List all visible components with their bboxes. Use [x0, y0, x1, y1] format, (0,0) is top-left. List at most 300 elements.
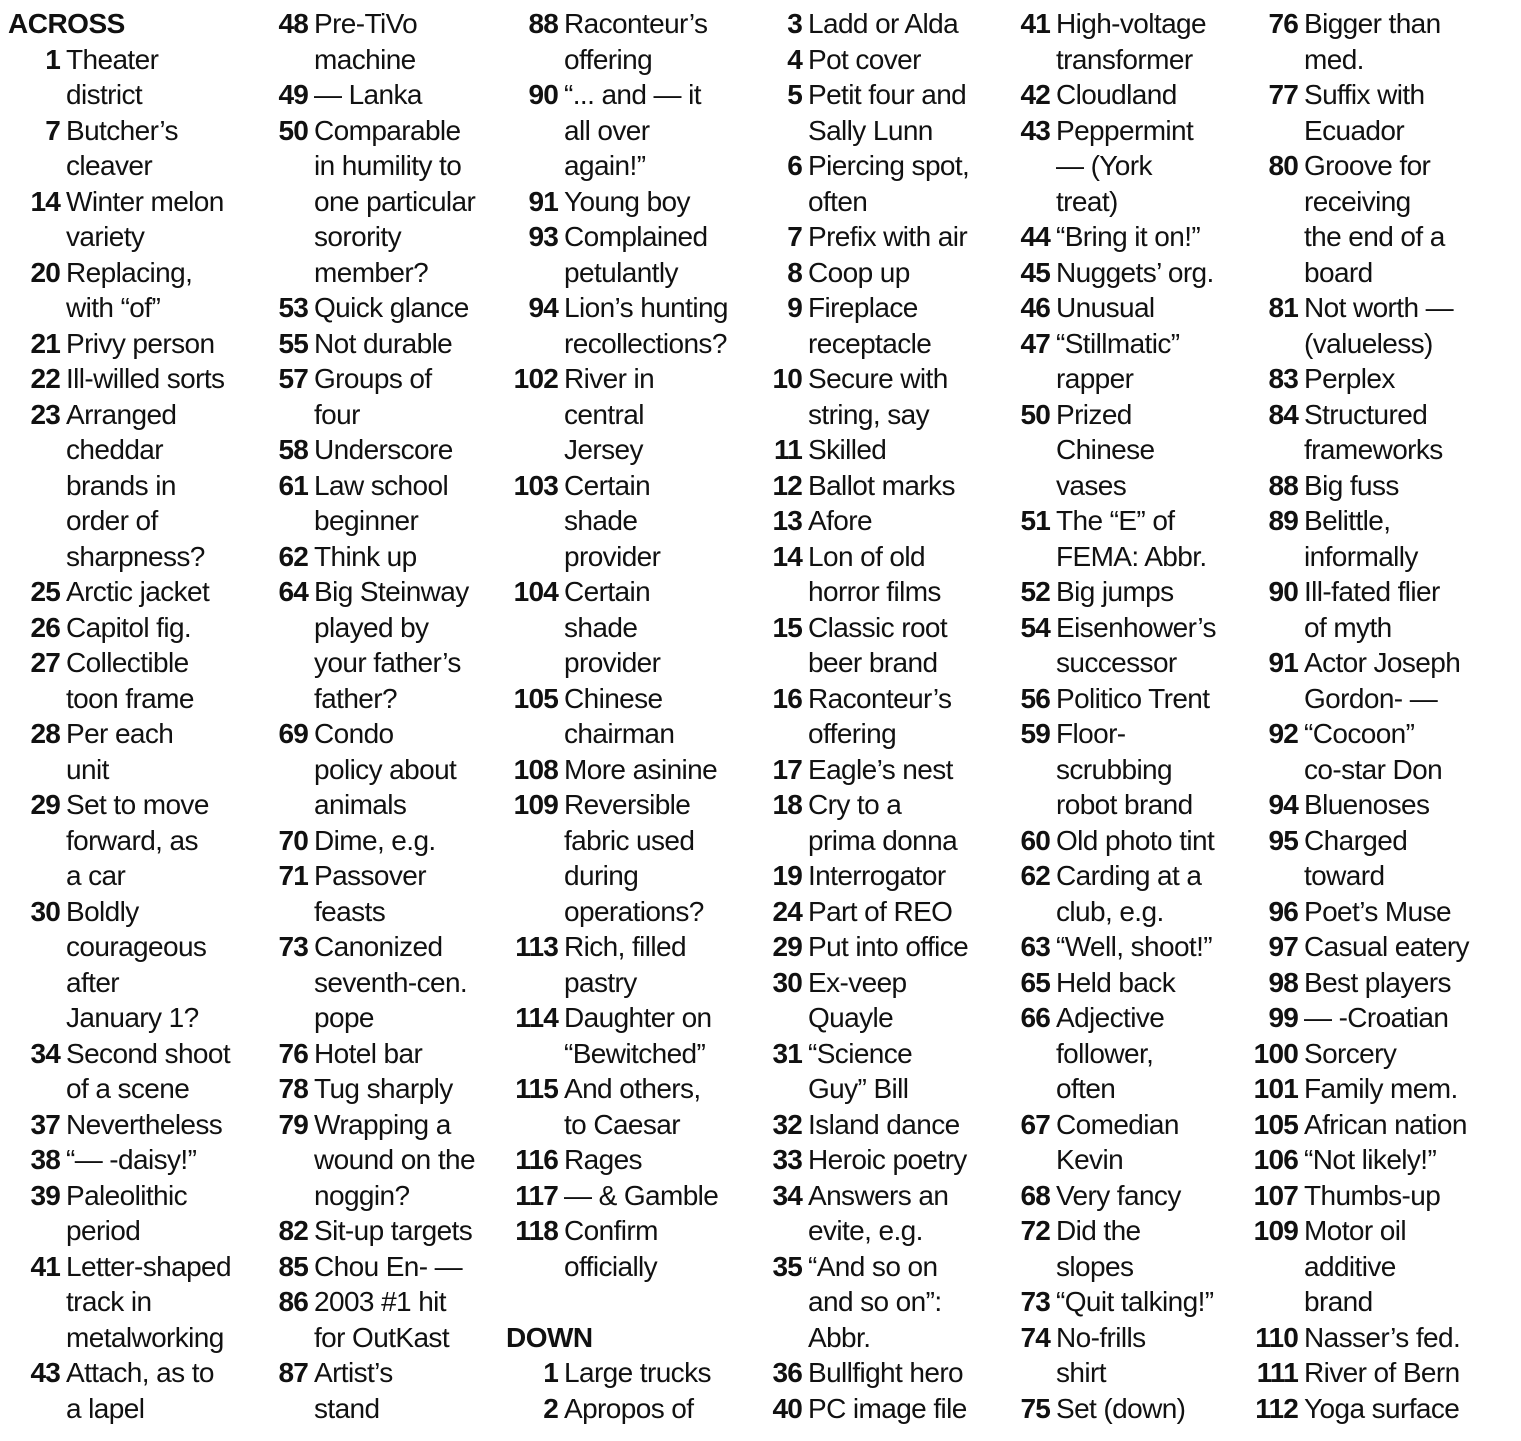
clue	[506, 681, 728, 752]
clue-number: 114	[515, 1002, 558, 1033]
clue	[272, 1036, 475, 1072]
clue-text: Artist’s stand	[314, 1357, 393, 1424]
clue	[1014, 1391, 1216, 1427]
clue-number: 80	[1268, 150, 1298, 181]
clue-text: Letter-shaped track in metalworking	[66, 1250, 231, 1353]
clue	[1246, 1320, 1469, 1356]
clue	[506, 219, 728, 290]
clue	[1246, 6, 1469, 77]
clue-number: 116	[515, 1144, 558, 1175]
clue-text: Ex-veep Quayle	[808, 966, 907, 1033]
clue-number: 112	[1255, 1392, 1298, 1424]
clue	[8, 397, 231, 575]
clue	[1246, 290, 1469, 361]
clue	[1246, 894, 1469, 930]
clue-text: Arranged cheddar brands in order of sharpness?	[66, 398, 205, 572]
clue	[506, 468, 728, 575]
clue-text: Best players	[1304, 966, 1451, 998]
clue	[1014, 290, 1216, 326]
clue	[766, 290, 969, 361]
clue	[272, 574, 475, 716]
clue-text: Apropos of	[564, 1392, 694, 1424]
clue-number: 9	[787, 292, 802, 323]
clue-number: 37	[30, 1108, 60, 1140]
clue-number: 84	[1268, 398, 1298, 430]
clue-number: 47	[1020, 327, 1050, 359]
clue-number: 87	[278, 1357, 308, 1388]
clue-text: — & Gamble	[564, 1179, 719, 1211]
clue	[766, 1036, 969, 1107]
clue-text: Fireplace receptacle	[808, 292, 932, 359]
clue-number: 110	[1255, 1321, 1298, 1353]
clue-text: Belittle, informally	[1304, 505, 1418, 572]
clue	[8, 184, 231, 255]
clue-text: Motor oil additive brand	[1304, 1215, 1406, 1317]
clue-number: 101	[1253, 1073, 1298, 1104]
clue-text: More asinine	[564, 753, 718, 785]
clue-text: Old photo tint	[1056, 824, 1215, 856]
clue-number: 14	[772, 540, 802, 572]
clue-number: 103	[513, 469, 558, 501]
clue-number: 30	[772, 966, 802, 998]
clue	[8, 1249, 231, 1356]
clue	[272, 113, 475, 291]
clue-text: Put into office	[808, 931, 969, 962]
clue-number: 76	[1268, 8, 1298, 39]
clue-number: 105	[513, 682, 558, 714]
clue-number: 10	[772, 363, 802, 394]
clue-number: 16	[772, 682, 802, 714]
clue	[272, 1071, 475, 1107]
clue-number: 93	[528, 221, 558, 252]
clue-text: Cloudland	[1056, 79, 1177, 110]
clue-number: 34	[772, 1179, 802, 1211]
clue-number: 33	[772, 1144, 802, 1175]
clue	[766, 610, 969, 681]
clue-text: Sorcery	[1304, 1037, 1397, 1069]
clue	[1246, 468, 1469, 504]
clue	[766, 468, 969, 504]
clue	[1246, 574, 1469, 645]
clue-number: 15	[772, 611, 802, 643]
clue	[506, 1213, 728, 1284]
clue-text: Not worth — (valueless)	[1304, 292, 1453, 359]
clue-number: 63	[1020, 931, 1050, 962]
clue-number: 49	[278, 79, 308, 110]
clue	[8, 361, 231, 397]
clue-text: Comparable in humility to one particular sorority member?	[314, 114, 476, 288]
clue-number: 69	[278, 718, 308, 749]
clue-text: Very fancy	[1056, 1179, 1181, 1211]
clue-text: Carding at a club, e.g.	[1056, 860, 1202, 927]
clue-number: 41	[30, 1250, 60, 1282]
clue-text: Secure with string, say	[808, 363, 948, 430]
clue-number: 60	[1020, 824, 1050, 856]
clue-number: 25	[30, 576, 60, 607]
clue-number: 78	[278, 1073, 308, 1104]
clue-text: Arctic jacket	[66, 576, 210, 607]
clue-number: 1	[45, 43, 60, 75]
clue-number: 29	[30, 789, 60, 820]
clue	[1014, 397, 1216, 504]
clue	[506, 1178, 728, 1214]
clue-number: 77	[1268, 79, 1298, 110]
clue-text: Certain shade provider	[564, 469, 661, 572]
clue	[1246, 77, 1469, 148]
clue-text: Structured frameworks	[1304, 398, 1443, 465]
clue-text: Paleolithic period	[66, 1179, 188, 1246]
clue-text: High-voltage transformer	[1056, 8, 1206, 75]
clue-number: 36	[772, 1357, 802, 1388]
clue-number: 88	[528, 8, 558, 39]
clue-number: 73	[278, 931, 308, 962]
clue	[272, 468, 475, 539]
clue	[8, 42, 231, 113]
clue	[506, 361, 728, 468]
clue-number: 83	[1268, 363, 1298, 394]
clue	[8, 1107, 231, 1143]
clue-text: Ladd or Alda	[808, 8, 959, 39]
clue-text: Big fuss	[1304, 469, 1399, 501]
clue-number: 99	[1268, 1002, 1298, 1033]
clue-number: 7	[787, 221, 802, 252]
clue-text: Suffix with Ecuador	[1304, 79, 1425, 146]
clue-text: Petit four and Sally Lunn	[808, 79, 967, 146]
clue	[272, 1284, 475, 1355]
clue-number: 62	[1020, 860, 1050, 891]
clue	[8, 1142, 231, 1178]
clue	[272, 1107, 475, 1214]
clue	[1014, 965, 1216, 1001]
clue-text: Raconteur’s offering	[808, 682, 952, 749]
clue-text: Casual eatery	[1304, 931, 1469, 962]
clue-text: Hotel bar	[314, 1037, 423, 1069]
clue-number: 32	[772, 1108, 802, 1140]
clue-text: Prized Chinese vases	[1056, 398, 1155, 501]
clue-text: Certain shade provider	[564, 576, 661, 678]
clue-text: Answers an evite, e.g.	[808, 1179, 949, 1246]
clue	[1246, 397, 1469, 468]
clue	[1246, 787, 1469, 823]
clue-text: Pre-TiVo machine	[314, 8, 418, 75]
clue-text: Bluenoses	[1304, 789, 1430, 820]
clue-number: 111	[1256, 1357, 1298, 1388]
clue	[8, 787, 231, 894]
clue-number: 74	[1020, 1321, 1050, 1353]
clue	[272, 858, 475, 929]
clue	[506, 1071, 728, 1142]
clue-text: Confirm officially	[564, 1215, 658, 1282]
clue-number: 70	[278, 824, 308, 856]
clue-text: Passover feasts	[314, 860, 426, 927]
clue-text: Reversible fabric used during operations?	[564, 789, 704, 927]
clue-text: Cry to a prima donna	[808, 789, 958, 856]
clue-text: Eagle’s nest	[808, 753, 953, 785]
clue-text: African nation	[1304, 1108, 1467, 1140]
clue-number: 19	[772, 860, 802, 891]
clue	[1246, 965, 1469, 1001]
clue	[766, 42, 969, 78]
clue-text: Young boy	[564, 185, 690, 217]
clue	[766, 858, 969, 894]
clue-number: 81	[1268, 292, 1298, 323]
clue	[1246, 1142, 1469, 1178]
clue	[506, 574, 728, 681]
clue-number: 82	[278, 1215, 308, 1246]
column-6	[1246, 6, 1469, 1426]
clue-text: Floor- scrubbing robot brand	[1056, 718, 1193, 820]
clue	[766, 255, 969, 291]
clue-text: Set (down)	[1056, 1392, 1186, 1424]
clue	[506, 1142, 728, 1178]
clue	[272, 432, 475, 468]
clue-text: And others, to Caesar	[564, 1073, 701, 1140]
clue-number: 91	[1268, 647, 1298, 678]
clue-number: 5	[787, 79, 802, 110]
clue	[8, 113, 231, 184]
clue-text: Perplex	[1304, 363, 1395, 394]
clue-number: 89	[1268, 505, 1298, 536]
clue	[1246, 503, 1469, 574]
clue	[272, 361, 475, 432]
clue-text: Afore	[808, 505, 872, 536]
clue-number: 14	[30, 185, 60, 217]
clue-text: “— -daisy!”	[66, 1144, 197, 1175]
clue-number: 52	[1020, 576, 1050, 607]
clue-text: Skilled	[808, 434, 887, 465]
clue	[1246, 1391, 1469, 1427]
clue-number: 57	[278, 363, 308, 394]
clue-text: Tug sharply	[314, 1073, 453, 1104]
clue-text: 2003 #1 hit for OutKast	[314, 1286, 450, 1353]
clue-number: 4	[787, 43, 802, 75]
clue-number: 21	[30, 327, 60, 359]
clue-text: Heroic poetry	[808, 1144, 967, 1175]
clue-text: Sit-up targets	[314, 1215, 473, 1246]
column-4	[766, 6, 969, 1426]
clue	[766, 219, 969, 255]
clue-number: 65	[1020, 966, 1050, 998]
clue-number: 54	[1020, 611, 1050, 643]
clue-number: 8	[787, 256, 802, 288]
column-3	[506, 6, 728, 1426]
clue-text: Law school beginner	[314, 469, 449, 536]
clue-number: 2	[543, 1392, 558, 1424]
clue-text: Eisenhower’s successor	[1056, 611, 1216, 678]
clue-number: 105	[1253, 1108, 1298, 1140]
clue-number: 43	[30, 1357, 60, 1388]
clue-number: 30	[30, 895, 60, 927]
clue	[766, 77, 969, 148]
clue-number: 39	[30, 1179, 60, 1211]
clue-text: Piercing spot, often	[808, 150, 970, 217]
clue-number: 91	[528, 185, 558, 217]
clue	[272, 823, 475, 859]
clue-text: Part of REO	[808, 895, 953, 927]
clue	[8, 645, 231, 716]
down-heading: DOWN	[506, 1321, 593, 1353]
clue	[1014, 1000, 1216, 1107]
clue-text: Did the slopes	[1056, 1215, 1141, 1282]
clue-text: Quick glance	[314, 292, 469, 323]
clue	[1246, 148, 1469, 290]
clue-number: 94	[528, 292, 558, 323]
clue-number: 12	[772, 469, 802, 501]
clue-text: Collectible toon frame	[66, 647, 194, 714]
clue-number: 50	[1020, 398, 1050, 430]
clue	[766, 1178, 969, 1249]
clue-text: Ill-fated flier of myth	[1304, 576, 1440, 643]
clue-number: 104	[513, 576, 558, 607]
clue-number: 28	[30, 718, 60, 749]
clue-text: Butcher’s cleaver	[66, 114, 178, 181]
clue-text: Per each unit	[66, 718, 174, 785]
clue-text: Theater district	[66, 43, 159, 110]
clue-text: — Lanka	[314, 79, 422, 110]
clue-number: 7	[45, 114, 60, 146]
clue	[766, 539, 969, 610]
clue-number: 38	[30, 1144, 60, 1175]
clue-text: Large trucks	[564, 1357, 711, 1388]
clue-text: Comedian Kevin	[1056, 1108, 1179, 1175]
clue-text: Condo policy about animals	[314, 718, 457, 820]
clue	[8, 326, 231, 362]
clue-number: 62	[278, 540, 308, 572]
clue	[1246, 1178, 1469, 1214]
clue-number: 98	[1268, 966, 1298, 998]
clue-number: 76	[278, 1037, 308, 1069]
clue-number: 90	[528, 79, 558, 110]
clue-text: Underscore	[314, 434, 453, 465]
clue	[1014, 610, 1216, 681]
clue	[1246, 823, 1469, 894]
clue	[1246, 1355, 1469, 1391]
clue-number: 50	[278, 114, 308, 146]
clue-number: 34	[30, 1037, 60, 1069]
clue-text: Prefix with air	[808, 221, 968, 252]
clue-text: “Quit talking!”	[1056, 1286, 1214, 1317]
clue-text: Family mem.	[1304, 1073, 1458, 1104]
clue-number: 61	[278, 469, 308, 501]
clue-number: 108	[513, 753, 558, 785]
clue	[766, 6, 969, 42]
clue-number: 73	[1020, 1286, 1050, 1317]
clue	[1014, 1320, 1216, 1391]
clue-text: Lion’s hunting recollections?	[564, 292, 728, 359]
clue	[272, 77, 475, 113]
clue	[1014, 716, 1216, 823]
clue	[506, 6, 728, 77]
clue-text: Big Steinway played by your father’s father?	[314, 576, 469, 714]
clue-text: Poet’s Muse	[1304, 895, 1451, 927]
clue	[1246, 1000, 1469, 1036]
clue	[766, 1142, 969, 1178]
clue	[766, 752, 969, 788]
clue	[1014, 77, 1216, 113]
clue	[506, 787, 728, 929]
clue-number: 22	[30, 363, 60, 394]
clue-number: 53	[278, 292, 308, 323]
clue	[1246, 1071, 1469, 1107]
clue	[8, 1355, 231, 1426]
clue-number: 48	[278, 8, 308, 39]
clue	[1014, 929, 1216, 965]
clue-text: Complained petulantly	[564, 221, 708, 288]
clue	[1014, 1213, 1216, 1284]
clue	[8, 1178, 231, 1249]
clue	[1246, 1213, 1469, 1320]
clue-number: 17	[772, 753, 802, 785]
clue-number: 113	[515, 931, 558, 962]
clue	[272, 716, 475, 823]
clue	[8, 574, 231, 610]
clue-text: Winter melon variety	[66, 185, 224, 252]
clue-text: The “E” of FEMA: Abbr.	[1056, 505, 1207, 572]
clue	[272, 1249, 475, 1285]
clue	[766, 503, 969, 539]
clue	[1014, 574, 1216, 610]
clue	[766, 1249, 969, 1356]
clue	[1246, 929, 1469, 965]
clue	[272, 326, 475, 362]
clue	[8, 255, 231, 326]
clue-text: “Science Guy” Bill	[808, 1037, 913, 1104]
clue	[1014, 113, 1216, 220]
clue-text: River of Bern	[1304, 1357, 1460, 1388]
clue-number: 107	[1253, 1179, 1298, 1211]
clue-number: 102	[513, 363, 558, 394]
clue	[1014, 6, 1216, 77]
clue-text: No-frills shirt	[1056, 1321, 1146, 1388]
clue-text: Replacing, with “of”	[66, 256, 193, 323]
clue	[1014, 1178, 1216, 1214]
clue-number: 40	[772, 1392, 802, 1424]
clue-text: Chinese chairman	[564, 682, 675, 749]
clue-number: 13	[772, 505, 802, 536]
clue	[766, 894, 969, 930]
clue-number: 11	[774, 434, 802, 465]
clue-text: “Well, shoot!”	[1056, 931, 1213, 962]
clue-text: Politico Trent	[1056, 682, 1210, 714]
clue-text: Held back	[1056, 966, 1176, 998]
clue-text: PC image file	[808, 1392, 967, 1424]
clue-text: Bigger than med.	[1304, 8, 1441, 75]
clue-number: 109	[513, 789, 558, 820]
clue-number: 118	[515, 1215, 558, 1246]
clue-text: “Stillmatic” rapper	[1056, 327, 1180, 394]
clue-number: 1	[543, 1357, 558, 1388]
clue-number: 6	[787, 150, 802, 181]
clue	[506, 290, 728, 361]
clue	[1246, 1107, 1469, 1143]
clue-number: 95	[1268, 824, 1298, 856]
column-5	[1014, 6, 1216, 1426]
clue-text: Daughter on “Bewitched”	[564, 1002, 712, 1069]
clue-text: Yoga surface	[1304, 1392, 1460, 1424]
clue	[506, 929, 728, 1000]
section-spacer	[506, 1284, 728, 1320]
clue	[506, 1000, 728, 1071]
clue	[506, 1391, 728, 1427]
clue-number: 67	[1020, 1108, 1050, 1140]
clue-text: “Not likely!”	[1304, 1144, 1437, 1175]
clue-text: Raconteur’s offering	[564, 8, 708, 75]
clue	[766, 681, 969, 752]
clue	[1014, 858, 1216, 929]
column-1	[8, 6, 231, 1426]
clue-text: Lon of old horror films	[808, 540, 941, 607]
clue	[8, 716, 231, 787]
